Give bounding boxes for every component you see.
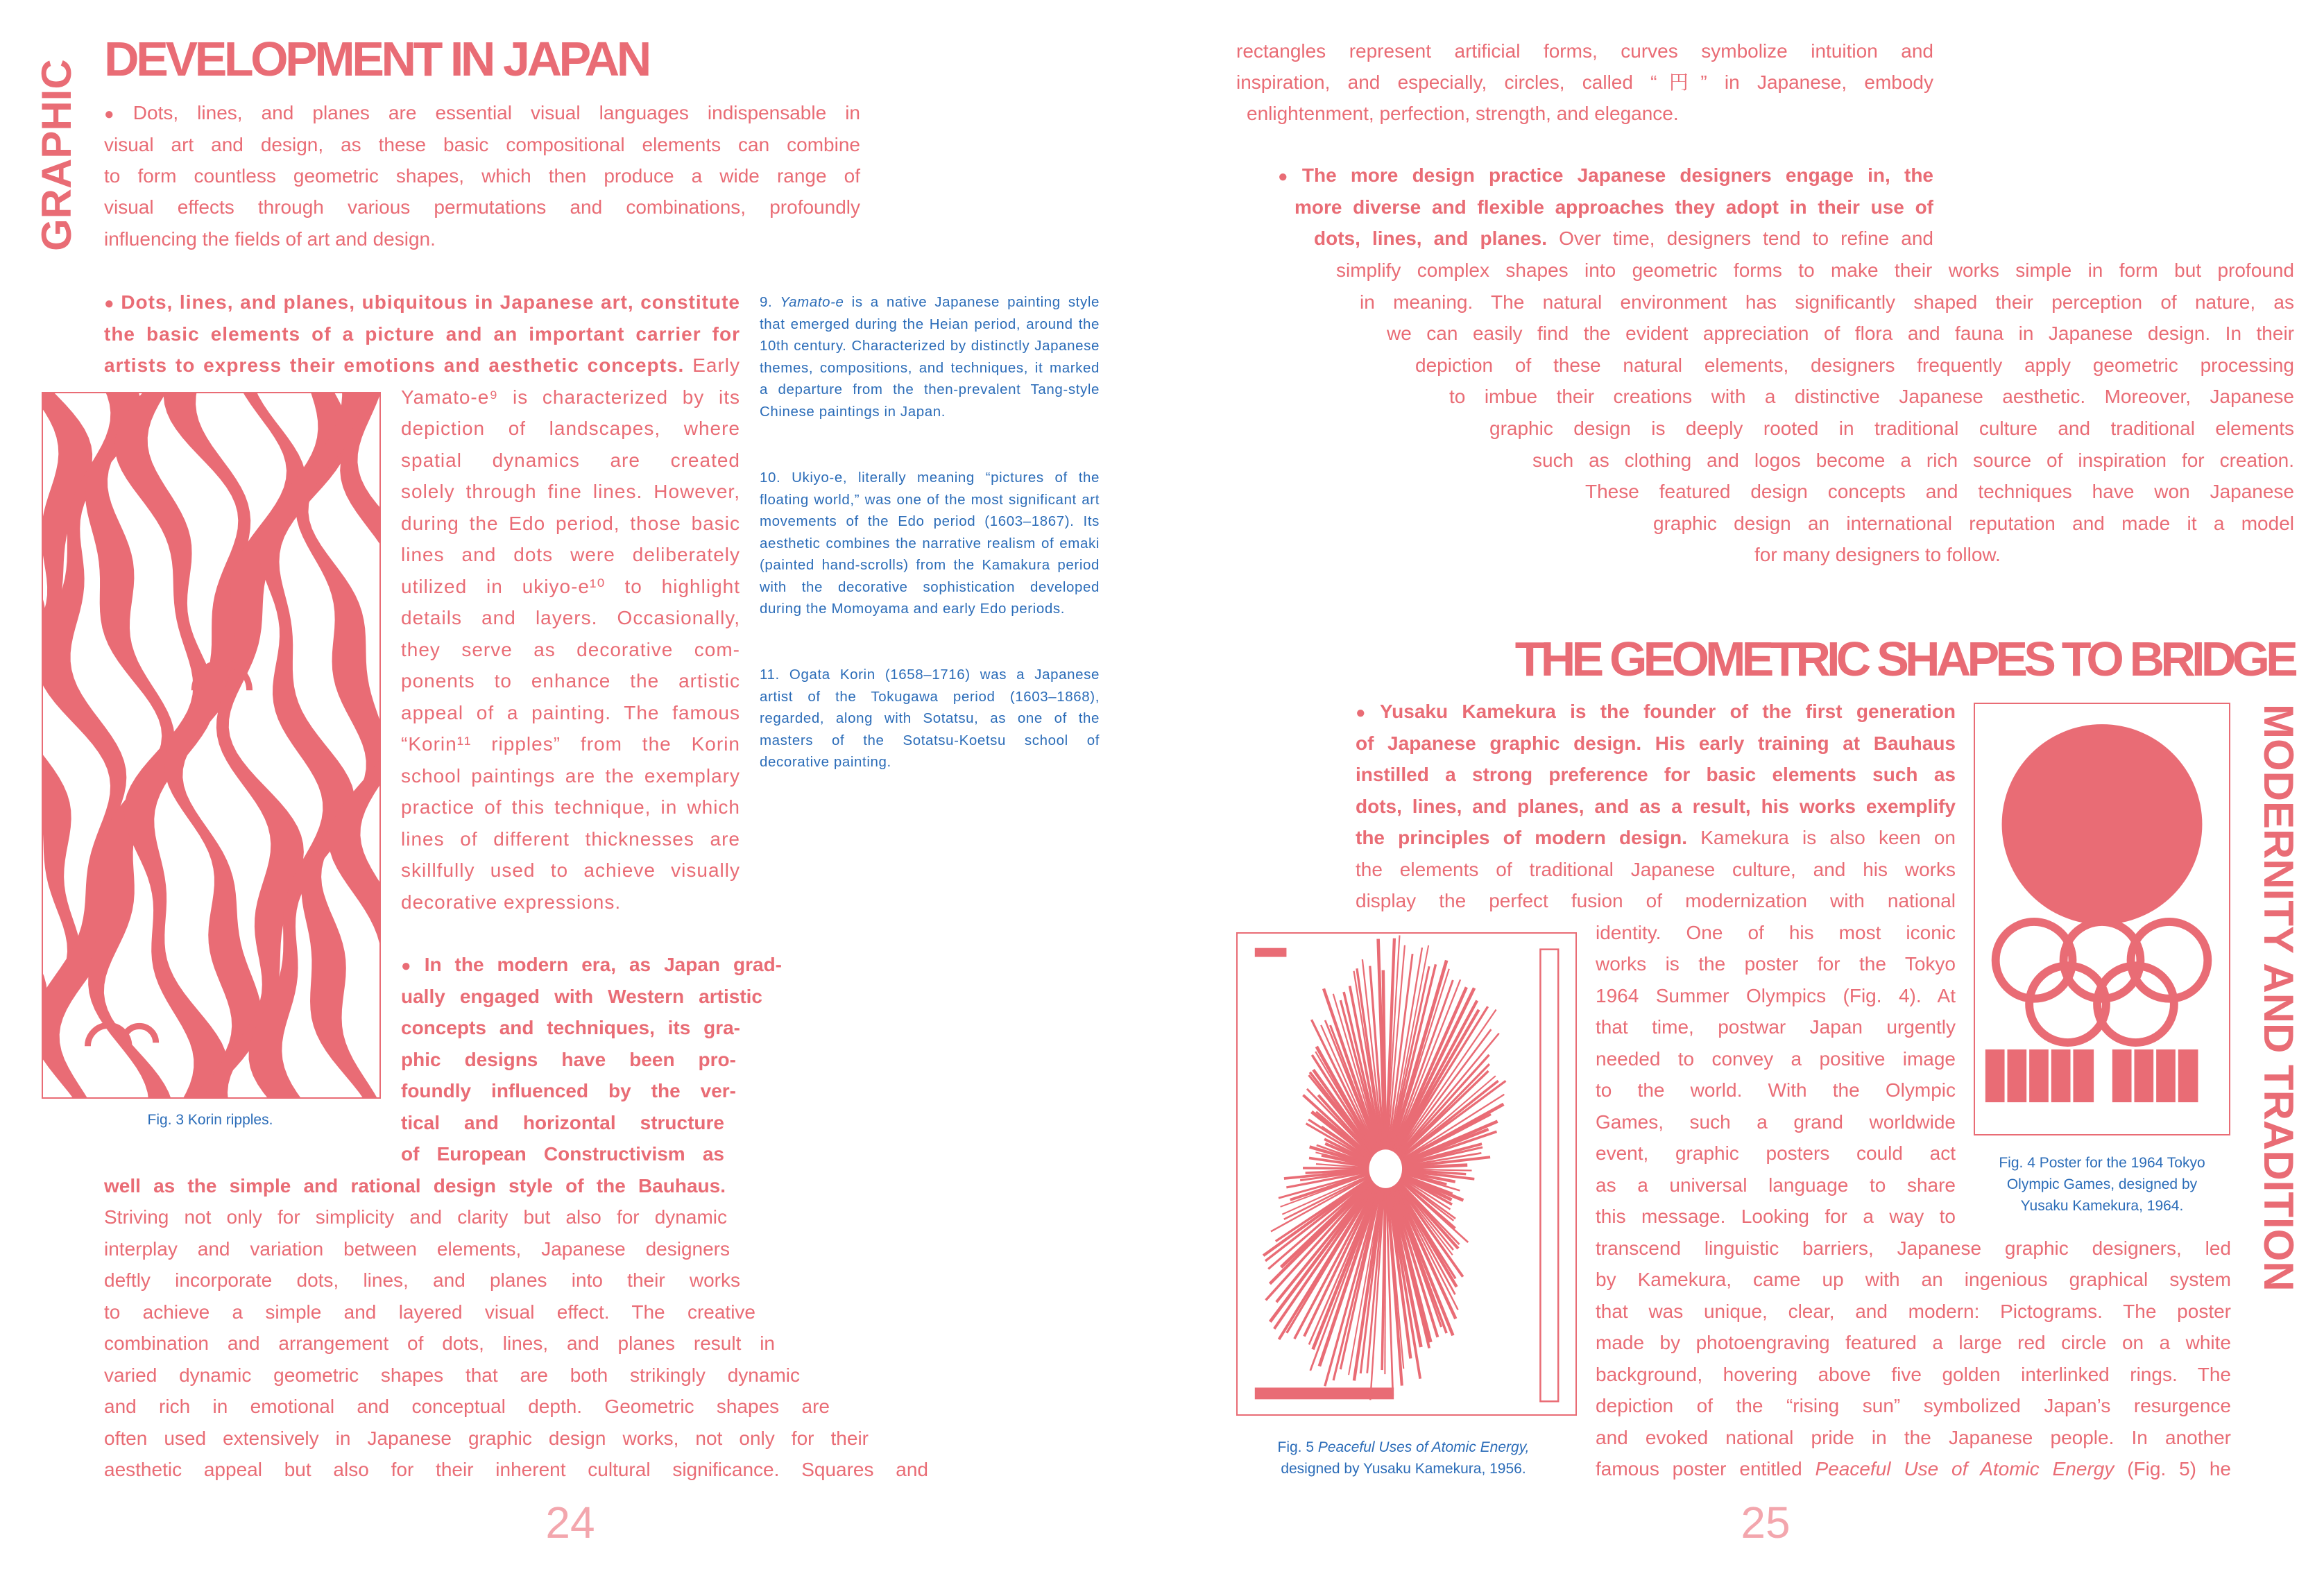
text: is a native Japanese painting style that emerged during the Heian period, around the 10th century. Characterized by distinctly Japanese themes, compositions, and techniques, it marked a departure from the then-prevalent Tang-style Chinese paintings in Japan. xyxy=(760,294,1100,420)
text: ponents to enhance the artistic xyxy=(401,670,740,692)
olympic-rings-icon xyxy=(1996,922,2208,1043)
text-line xyxy=(401,1075,736,1107)
ray xyxy=(1270,1181,1376,1322)
text-line xyxy=(1585,476,2294,508)
text: to imbue their creations with a distinctive Japanese aesthetic. Moreover, Japanese xyxy=(1449,386,2294,408)
text-line xyxy=(1236,35,1933,67)
text-line xyxy=(1754,539,2081,571)
korin-ripples-image xyxy=(43,393,379,1097)
text: transcend linguistic barriers, Japanese graphic designers, led xyxy=(1596,1237,2231,1259)
text-line xyxy=(1596,917,1956,949)
text-line xyxy=(401,697,740,729)
bullet-icon: ● xyxy=(401,957,419,976)
text-line xyxy=(1596,1296,2231,1328)
text-line xyxy=(1596,1390,2231,1422)
caption-line xyxy=(1963,1174,2241,1195)
text-line xyxy=(104,1423,869,1455)
text: combination and arrangement of dots, lines, and planes result in xyxy=(104,1332,775,1355)
korin-ripples-figure xyxy=(42,392,381,1099)
text: practice of this technique, in which xyxy=(401,796,740,818)
text-line xyxy=(401,571,740,603)
text-line xyxy=(1596,1201,1956,1233)
text: solely through fine lines. However, xyxy=(401,481,740,503)
text: that time, postwar Japan urgently xyxy=(1596,1016,1956,1038)
page-title: DEVELOPMENT IN JAPAN xyxy=(104,32,649,86)
text-line xyxy=(1356,822,1956,854)
text-line xyxy=(1596,1422,2231,1454)
text-line xyxy=(401,413,740,445)
page-number-left: 24 xyxy=(545,1498,595,1547)
fig3-caption: Fig. 3 Korin ripples. xyxy=(147,1112,273,1128)
text: to achieve a simple and layered visual effect. The creative xyxy=(104,1301,755,1323)
text: to the world. With the Olympic xyxy=(1596,1079,1956,1101)
text: famous poster entitled xyxy=(1596,1458,1815,1480)
text: visual effects through various permutations and combinations, profoundly xyxy=(104,196,860,218)
text-line xyxy=(401,476,740,508)
italic-text: Peaceful Use of Atomic Energy xyxy=(1815,1458,2114,1480)
text-line xyxy=(1336,255,2294,286)
text-line xyxy=(1596,1043,1956,1075)
text-line xyxy=(401,665,740,697)
text: utilized in ukiyo-e¹⁰ to highlight xyxy=(401,575,740,597)
text: enlightenment, perfection, strength, and elegance. xyxy=(1247,102,1679,124)
text-line xyxy=(401,728,740,760)
text: influencing the fields of art and design. xyxy=(104,228,436,250)
text-line xyxy=(104,286,740,318)
text: Yusaku Kamekura, 1964. xyxy=(2020,1198,2184,1214)
text: Dots, lines, and planes are essential visual languages indispensable in xyxy=(133,102,861,124)
text-line xyxy=(401,981,762,1013)
text-line xyxy=(1532,445,2294,477)
bold-text: Dots, lines, and planes, ubiquitous in Japanese art, constitute xyxy=(121,291,740,314)
text-line xyxy=(104,160,860,191)
text-line xyxy=(1596,1106,1956,1138)
text-line xyxy=(1356,791,1956,823)
text-line xyxy=(401,760,740,792)
text: Fig. 5 xyxy=(1277,1439,1318,1455)
ray xyxy=(1383,970,1385,1153)
text: deftly incorporate dots, lines, and planes into their works xyxy=(104,1269,740,1292)
text: event, graphic posters could act xyxy=(1596,1142,1956,1165)
bold-text: The more design practice Japanese designers engage in, the xyxy=(1301,164,1933,187)
bullet-icon: ● xyxy=(1278,167,1297,187)
text: this message. Looking for a way to xyxy=(1596,1206,1956,1228)
text: skillfully used to achieve visually xyxy=(401,859,740,882)
text-line xyxy=(401,381,740,413)
text: Kamekura is also keen on xyxy=(1687,827,1956,849)
text: the elements of traditional Japanese culture, and his works xyxy=(1356,858,1956,880)
bold-text: instilled a strong preference for basic elements such as xyxy=(1356,764,1956,786)
text: display the perfect fusion of modernization with national xyxy=(1356,890,1956,912)
bullet-icon: ● xyxy=(104,294,116,314)
bold-text: of European Constructivism as xyxy=(401,1143,724,1165)
section-heading: THE GEOMETRIC SHAPES TO BRIDGE xyxy=(1514,632,2294,686)
caption-line xyxy=(1265,1437,1542,1458)
text: made by photoengraving featured a large red circle on a white xyxy=(1596,1332,2231,1354)
text: that was unique, clear, and modern: Pictograms. The poster xyxy=(1596,1300,2231,1322)
text: inspiration, and especially, circles, called “円” in Japanese, embody xyxy=(1236,71,1933,93)
text-line xyxy=(401,539,740,571)
rising-sun-circle xyxy=(2002,724,2203,925)
text-line xyxy=(1596,1359,2231,1391)
bold-text: the basic elements of a picture and an important carrier for xyxy=(104,323,740,345)
text: appeal of a painting. The famous xyxy=(401,701,740,723)
text: 11. Ogata Korin (1658–1716) was a Japanese artist of the Tokugawa period (1603–1868), regarded, along with Sotatsu, as one of the masters of the Sotatsu-Koetsu school of decorative painting. xyxy=(760,667,1100,770)
bold-text: artists to express their emotions and aesthetic concepts. xyxy=(104,354,685,377)
bold-text: Yusaku Kamekura is the founder of the first generation xyxy=(1380,701,1956,723)
text: Over time, designers tend to refine and xyxy=(1547,228,1933,250)
text-line xyxy=(104,1328,775,1360)
text: Yamato-e⁹ is characterized by its xyxy=(401,386,740,408)
bold-text: phic designs have been pro- xyxy=(401,1048,736,1070)
atomic-energy-poster-image xyxy=(1238,934,1575,1414)
text: depiction of the “rising sun” symbolized Japan’s resurgence xyxy=(1596,1395,2231,1417)
text-line xyxy=(1387,318,2294,350)
fig4-caption xyxy=(1963,1152,2241,1217)
page-number-right: 25 xyxy=(1741,1498,1791,1547)
bold-text: well as the simple and rational design style of the Bauhaus. xyxy=(104,1174,726,1197)
text: works is the poster for the Tokyo xyxy=(1596,953,1956,975)
text-line xyxy=(104,191,860,223)
text-line xyxy=(1596,1074,1956,1106)
bullet-icon: ● xyxy=(1356,703,1375,723)
starburst-center xyxy=(1369,1149,1402,1188)
text-line xyxy=(1356,885,1956,917)
text-line xyxy=(1314,223,1933,255)
text-line xyxy=(104,1454,928,1486)
text-line xyxy=(1596,980,1956,1012)
text-line xyxy=(1596,1327,2231,1359)
text-line xyxy=(104,1264,740,1296)
bold-text: the principles of modern design. xyxy=(1356,827,1688,849)
vertical-section-title-graphic: GRAPHIC xyxy=(33,59,80,251)
text: and rich in emotional and conceptual depth. Geometric shapes are xyxy=(104,1396,830,1418)
text-line xyxy=(401,1044,736,1076)
text: for many designers to follow. xyxy=(1754,544,2001,566)
text-line xyxy=(401,823,740,855)
italic-text: Yamato-e xyxy=(780,294,844,310)
text: interplay and variation between elements, Japanese designers xyxy=(104,1237,730,1260)
bold-text: tical and horizontal structure xyxy=(401,1111,724,1133)
text: varied dynamic geometric shapes that are both strikingly dynamic xyxy=(104,1364,800,1386)
text: 10. Ukiyo-e, literally meaning “pictures of the floating world,” was one of the most significant art movements of the Edo period (1603–1867). Its aesthetic combines the narrative realism of emaki (painted hand-scrolls) from the Kamakura period with the decorative sophistication developed during the Momoyama and early Edo periods. xyxy=(760,470,1100,617)
text: graphic design an international reputation and made it a model xyxy=(1653,512,2294,534)
text-line xyxy=(1596,1264,2231,1296)
bold-text: dots, lines, and planes, and as a result, his works exemplify xyxy=(1356,795,1956,817)
text: to form countless geometric shapes, which then produce a wide range of xyxy=(104,164,860,187)
text: spatial dynamics are created xyxy=(401,449,740,471)
fig4-olympic-poster xyxy=(1974,703,2230,1135)
caption-line xyxy=(1963,1195,2241,1217)
text: These featured design concepts and techniques have won Japanese xyxy=(1585,481,2294,503)
text-line xyxy=(104,97,860,128)
footnote-11 xyxy=(760,664,1100,773)
footnote-9 xyxy=(760,291,1100,422)
text-line xyxy=(104,350,740,381)
text: 9. xyxy=(760,294,780,310)
text-line xyxy=(1596,1138,1956,1169)
fig5-atomic-energy-poster xyxy=(1236,932,1577,1416)
text-line xyxy=(1236,67,1933,98)
text: 1964 Summer Olympics (Fig. 4). At xyxy=(1596,984,1956,1006)
bold-text: ually engaged with Western artistic xyxy=(401,985,762,1007)
text-line xyxy=(1415,350,2294,381)
text-line xyxy=(1596,1011,1956,1043)
text: Striving not only for simplicity and clarity but also for dynamic xyxy=(104,1206,727,1228)
text: (Fig. 5) he xyxy=(2114,1458,2231,1480)
text-line xyxy=(1449,381,2294,413)
text-line xyxy=(401,445,740,477)
text-line xyxy=(104,129,860,160)
text-line xyxy=(1295,191,1933,223)
text: in meaning. The natural environment has significantly shaped their perception of nature, as xyxy=(1360,291,2294,313)
text: graphic design is deeply rooted in traditional culture and traditional elements xyxy=(1489,418,2294,439)
ray xyxy=(1303,1168,1372,1169)
bold-text: more diverse and flexible approaches they adopt in their use of xyxy=(1295,196,1933,218)
text: simplify complex shapes into geometric forms to make their works simple in form but profound xyxy=(1336,259,2294,281)
text-line xyxy=(401,855,740,886)
caption-line xyxy=(1265,1458,1542,1480)
text-line xyxy=(104,1391,830,1423)
bullet-icon: ● xyxy=(104,105,128,124)
olympic-poster-image xyxy=(1975,704,2229,1134)
text-line xyxy=(104,1233,730,1265)
text: depiction of these natural elements, designers frequently apply geometric processing xyxy=(1415,354,2294,376)
text-line xyxy=(1596,1169,1956,1201)
text: visual art and design, as these basic compositional elements can combine xyxy=(104,133,860,155)
text-line xyxy=(401,791,740,823)
text-line xyxy=(104,1201,727,1233)
text: during the Edo period, those basic xyxy=(401,512,740,534)
text-line xyxy=(401,1012,740,1044)
text-line xyxy=(104,1170,726,1202)
text-line xyxy=(1278,160,1933,191)
text: by Kamekura, came up with an ingenious graphical system xyxy=(1596,1269,2231,1291)
bold-text: In the modern era, as Japan grad- xyxy=(424,954,783,976)
fig5-caption xyxy=(1265,1437,1542,1480)
italic-text: Peaceful Uses of Atomic Energy, xyxy=(1317,1439,1530,1455)
text-line xyxy=(104,223,860,255)
text-line xyxy=(1247,98,1804,129)
text-line xyxy=(1653,508,2294,540)
text: Olympic Games, designed by xyxy=(2006,1176,2198,1192)
text: aesthetic appeal but also for their inherent cultural significance. Squares and xyxy=(104,1459,928,1481)
caption-line xyxy=(1963,1152,2241,1174)
text: we can easily find the evident appreciation of flora and fauna in Japanese design. In their xyxy=(1387,323,2294,345)
text-line xyxy=(1356,854,1956,886)
text: often used extensively in Japanese graphic design works, not only for their xyxy=(104,1427,869,1449)
text-line xyxy=(401,1138,724,1170)
text: rectangles represent artificial forms, curves symbolize intuition and xyxy=(1236,40,1933,62)
text-line xyxy=(1596,948,1956,980)
footnote-10 xyxy=(760,467,1100,620)
text: Early xyxy=(684,354,740,377)
bold-text: foundly influenced by the ver- xyxy=(401,1080,736,1102)
text-line xyxy=(401,886,740,918)
text: and evoked national pride in the Japanese people. In another xyxy=(1596,1426,2231,1448)
text: background, hovering above five golden interlinked rings. The xyxy=(1596,1363,2231,1385)
vertical-section-title-modernity: MODERNITY AND TRADITION xyxy=(2255,704,2302,1292)
text-line xyxy=(1596,1453,2231,1485)
text-line xyxy=(401,1107,724,1139)
text: designed by Yusaku Kamekura, 1956. xyxy=(1281,1461,1526,1477)
text: lines and dots were deliberately xyxy=(401,544,740,566)
bold-text: of Japanese graphic design. His early training at Bauhaus xyxy=(1356,732,1956,754)
text: they serve as decorative com- xyxy=(401,638,740,660)
text-line xyxy=(1356,728,1956,760)
poster-bars xyxy=(1985,1049,2198,1102)
text: needed to convey a positive image xyxy=(1596,1047,1956,1070)
text-line xyxy=(104,1296,755,1328)
text-line xyxy=(104,1360,800,1391)
text: Games, such a grand worldwide xyxy=(1596,1111,1956,1133)
text-line xyxy=(401,508,740,540)
text: Fig. 4 Poster for the 1964 Tokyo xyxy=(1999,1155,2205,1171)
bold-text: concepts and techniques, its gra- xyxy=(401,1017,740,1039)
bold-text: dots, lines, and planes. xyxy=(1314,228,1547,250)
text: such as clothing and logos become a rich source of inspiration for creation. xyxy=(1532,449,2294,471)
text: details and layers. Occasionally, xyxy=(401,607,740,629)
text-line xyxy=(401,602,740,634)
text: depiction of landscapes, where xyxy=(401,418,740,440)
text-line xyxy=(401,949,782,981)
text-line xyxy=(1356,759,1956,791)
text: school paintings are the exemplary xyxy=(401,764,740,787)
text-line xyxy=(104,318,740,350)
text-line xyxy=(1489,413,2294,445)
text: lines of different thicknesses are xyxy=(401,828,740,850)
text: identity. One of his most iconic xyxy=(1596,921,1956,943)
text-line xyxy=(401,634,740,666)
text-line xyxy=(1360,286,2294,318)
text: “Korin¹¹ ripples” from the Korin xyxy=(401,733,740,755)
text: decorative expressions. xyxy=(401,891,622,913)
text-line xyxy=(1596,1233,2231,1264)
text: as a universal language to share xyxy=(1596,1174,1956,1196)
text-line xyxy=(1356,696,1956,728)
